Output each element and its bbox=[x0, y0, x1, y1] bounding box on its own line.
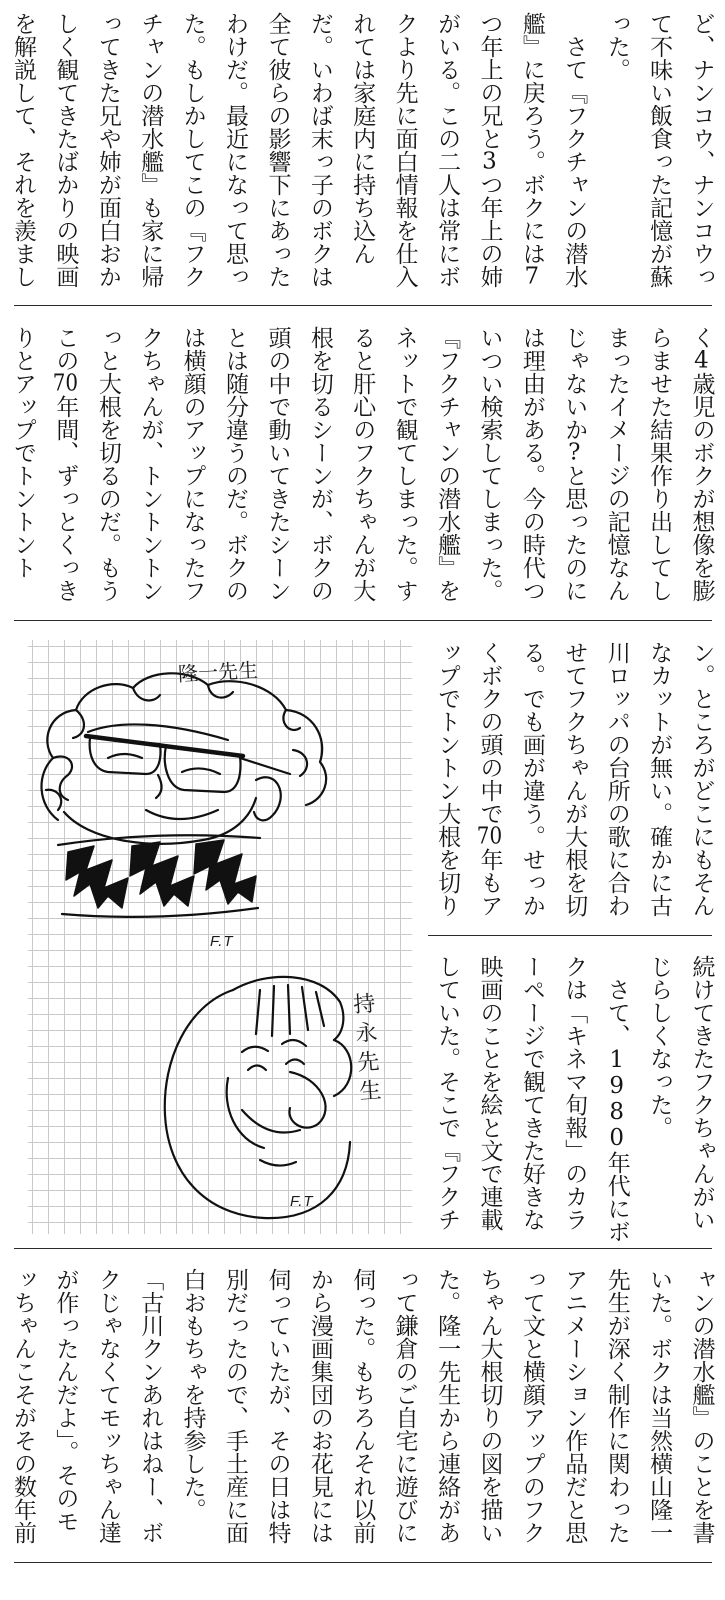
text-column: った。 bbox=[603, 12, 630, 81]
text-column: くボクの頭の中で70年もア bbox=[476, 641, 503, 917]
text-column: ちゃん大根切りの図を描い bbox=[476, 1268, 503, 1544]
text-column: は横顔のアップになったフ bbox=[179, 326, 206, 602]
face bbox=[227, 1040, 326, 1166]
text-column: じらしくなった。 bbox=[646, 955, 673, 1139]
text-column: ってきた兄や姉が面白おか bbox=[94, 12, 121, 288]
text-column: ッちゃんこそがその数年前 bbox=[10, 1268, 36, 1544]
text-column: て不味い飯食った記憶が蘇 bbox=[646, 12, 673, 288]
text-column: っと大根を切るのだ。もう bbox=[94, 326, 121, 602]
text-column: た。もしかしてこの『フク bbox=[179, 12, 206, 288]
section-rule bbox=[14, 1562, 712, 1563]
text-column: 続けてきたフクちゃんがい bbox=[688, 955, 715, 1231]
text-column: わけだ。最近になって思っ bbox=[222, 12, 249, 288]
text-column: さて『フクチャンの潜水 bbox=[561, 12, 588, 288]
text-column: ップでトントン大根を切り bbox=[434, 641, 461, 917]
signature-bottom: F.T bbox=[290, 1193, 314, 1210]
text-column: 白おもちゃを持参した。 bbox=[179, 1268, 206, 1521]
section-rule bbox=[14, 1248, 712, 1249]
caption-ryuichi-sensei: 隆一先生 bbox=[177, 657, 259, 687]
text-column: 頭の中で動いてきたシーン bbox=[264, 326, 291, 602]
text-column: が作ったんだよ」。そのモ bbox=[52, 1268, 79, 1533]
text-column: まったイメージの記憶なん bbox=[603, 326, 630, 602]
text-column: る。でも画が違う。せっか bbox=[518, 641, 545, 917]
text-column: しく観てきたばかりの映画 bbox=[52, 12, 79, 288]
text-column: ャンの潜水艦』のことを書 bbox=[688, 1268, 715, 1544]
text-column: く4歳児のボクが想像を膨 bbox=[688, 326, 715, 602]
face bbox=[64, 775, 281, 844]
text-column: た。隆一先生から連絡があ bbox=[434, 1268, 461, 1544]
text-column: 根を切るシーンが、ボクの bbox=[306, 326, 333, 602]
text-column: アニメーション作品だと思 bbox=[561, 1268, 588, 1544]
text-column: していた。そこで『フクチ bbox=[434, 955, 461, 1231]
section-rule bbox=[14, 620, 712, 621]
text-column: いつい検索してしまった。 bbox=[476, 326, 503, 602]
text-column: クちゃんが、トントントン bbox=[137, 326, 164, 602]
signature-top: F.T bbox=[210, 933, 234, 950]
text-column: いた。ボクは当然横山隆一 bbox=[646, 1268, 673, 1544]
text-column: さて、1980年代にボ bbox=[603, 955, 630, 1243]
text-column: ン。ところがどこにもそん bbox=[688, 641, 715, 917]
caricature-ryuichi bbox=[42, 673, 327, 917]
text-column: 先生が深く制作に関わった bbox=[603, 1268, 630, 1544]
text-column: を解説して、それを羨まし bbox=[10, 12, 36, 288]
text-column: クじゃなくてモッちゃん達 bbox=[94, 1268, 121, 1544]
text-column: って鎌倉のご自宅に遊びに bbox=[391, 1268, 418, 1544]
text-column: から漫画集団のお花見には bbox=[306, 1268, 333, 1544]
text-column: らませた結果作り出してし bbox=[646, 326, 673, 602]
text-column: 別だったので、手土産に面 bbox=[222, 1268, 249, 1544]
text-column: ど、ナンコウ、ナンコウっ bbox=[688, 12, 715, 288]
text-column: とは随分違うのだ。ボクの bbox=[222, 326, 249, 602]
text-column: つ年上の兄と3つ年上の姉 bbox=[476, 12, 503, 288]
text-column: クより先に面白情報を仕入 bbox=[391, 12, 418, 288]
text-column: 艦』に戻ろう。ボクには7 bbox=[518, 12, 545, 288]
text-column: って文と横顔アップのフク bbox=[518, 1268, 545, 1544]
article-band-2 bbox=[0, 326, 723, 611]
article-band-3-upper bbox=[425, 641, 723, 926]
text-column: れては家庭内に持ち込ん bbox=[349, 12, 376, 265]
text-column: せてフクちゃんが大根を切 bbox=[561, 641, 588, 917]
text-column: だ。いわば末っ子のボクは bbox=[306, 12, 333, 288]
text-column: りとアップでトントント bbox=[10, 326, 36, 579]
text-column: ネットで観てしまった。す bbox=[391, 326, 418, 602]
text-column: 映画のことを絵と文で連載 bbox=[476, 955, 503, 1231]
text-column: 全て彼らの影響下にあった bbox=[264, 12, 291, 288]
text-column: じゃないか?と思ったのに bbox=[561, 326, 588, 602]
text-column: 「古川クンあれはねー、ボ bbox=[137, 1268, 164, 1544]
zigzag-scarf bbox=[58, 835, 260, 917]
article-band-3-lower bbox=[425, 955, 723, 1243]
caricature-illustration bbox=[28, 640, 412, 1234]
section-rule bbox=[428, 935, 712, 936]
glasses bbox=[86, 736, 290, 792]
section-rule bbox=[14, 305, 712, 306]
article-band-1 bbox=[0, 12, 723, 297]
text-column: チャンの潜水艦』も家に帰 bbox=[137, 12, 164, 288]
text-column: クは「キネマ旬報」のカラ bbox=[561, 955, 588, 1231]
text-column: ると肝心のフクちゃんが大 bbox=[349, 326, 376, 602]
text-column: 伺っていたが、その日は特 bbox=[264, 1268, 291, 1544]
caricature-mochinaga bbox=[165, 977, 351, 1218]
text-column: ーページで観てきた好きな bbox=[518, 955, 545, 1231]
text-column: 伺った。もちろんそれ以前 bbox=[349, 1268, 376, 1544]
caption-mochinaga-sensei: 持永先生 bbox=[348, 991, 383, 1109]
text-column: は理由がある。今の時代つ bbox=[518, 326, 545, 602]
text-column: なカットが無い。確かに古 bbox=[646, 641, 673, 917]
text-column: 川ロッパの台所の歌に合わ bbox=[603, 641, 630, 917]
article-band-4 bbox=[0, 1268, 723, 1553]
text-column: 『フクチャンの潜水艦』を bbox=[434, 326, 461, 602]
text-column: がいる。この二人は常にボ bbox=[434, 12, 461, 288]
text-column: この70年間、ずっとくっき bbox=[52, 326, 79, 602]
